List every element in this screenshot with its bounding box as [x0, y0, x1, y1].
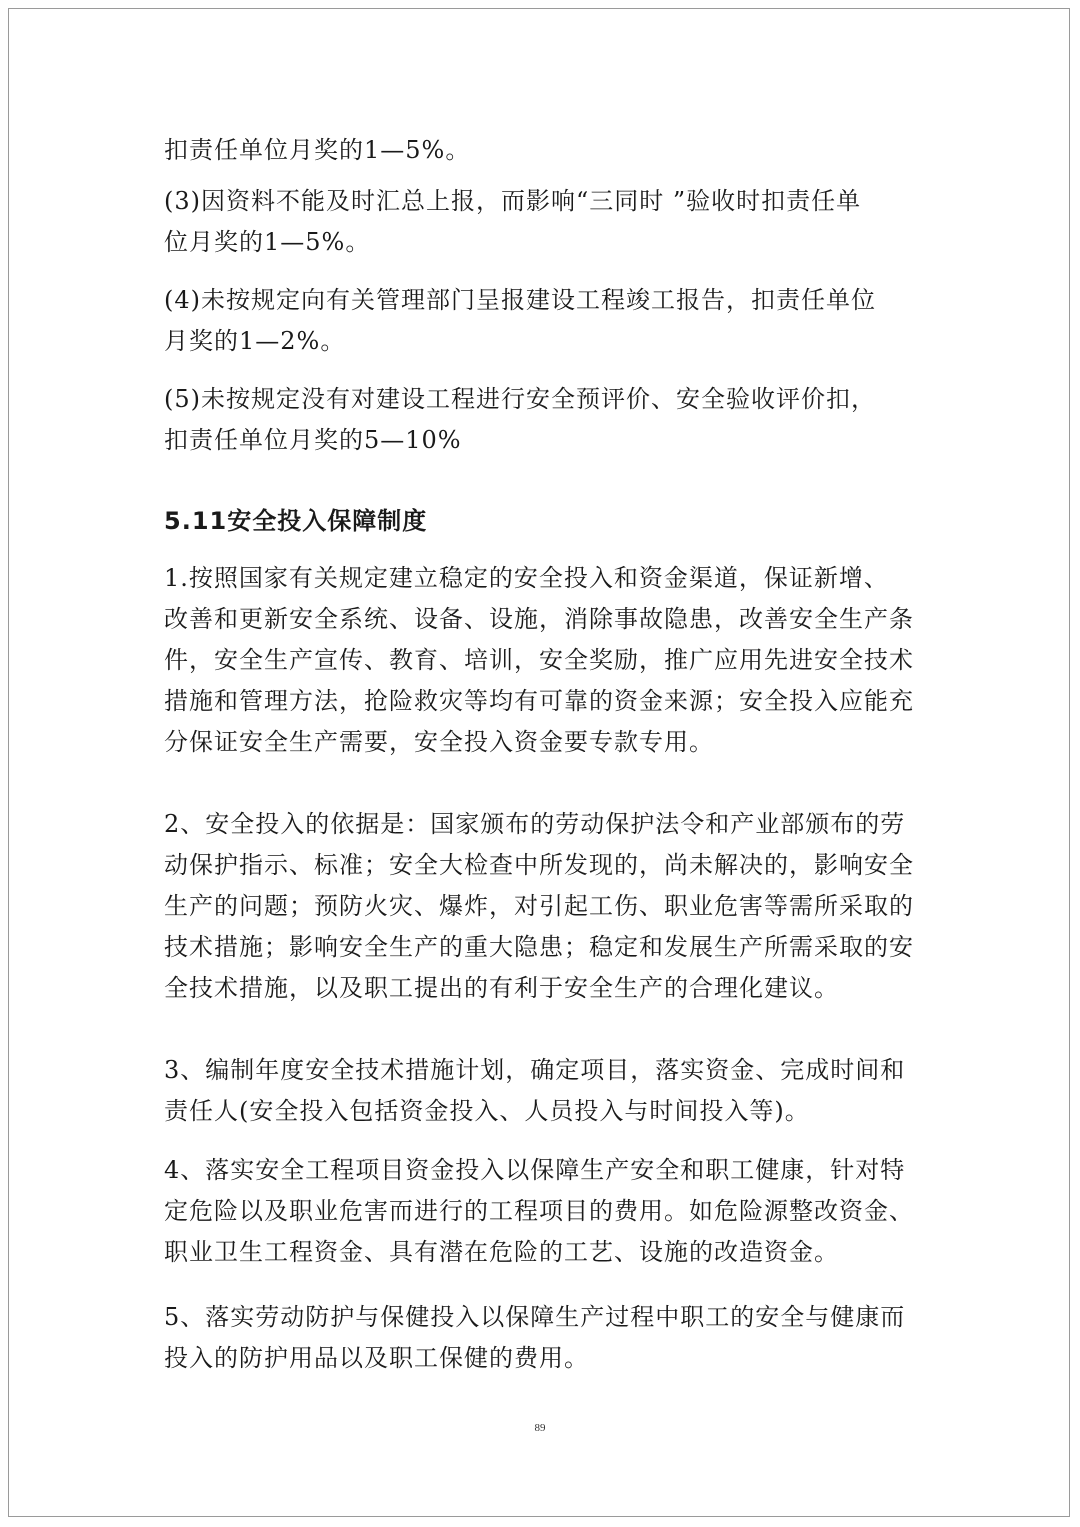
page-number: 89: [534, 1422, 546, 1434]
paragraph-item-2: [164, 804, 924, 1009]
paragraph-penalty-4: [164, 280, 924, 362]
text-line: (4)未按规定向有关管理部门呈报建设工程竣工报告，扣责任单位: [164, 286, 876, 314]
paragraph-item-3: [164, 1050, 924, 1132]
section-heading: 5.11安全投入保障制度: [164, 507, 428, 535]
text-line: 动保护指示、标准；安全大检查中所发现的，尚未解决的，影响安全: [164, 851, 914, 879]
text-line: 改善和更新安全系统、设备、设施，消除事故隐患，改善安全生产条: [164, 605, 914, 633]
text-line: 定危险以及职业危害而进行的工程项目的费用。如危险源整改资金、: [164, 1197, 914, 1225]
text-line: (3)因资料不能及时汇总上报，而影响“三同时 ”验收时扣责任单: [164, 187, 862, 215]
text-line: 投入的防护用品以及职工保健的费用。: [164, 1344, 589, 1372]
paragraph-penalty-5: [164, 379, 924, 461]
text-line: 技术措施；影响安全生产的重大隐患；稳定和发展生产所需采取的安: [164, 933, 914, 961]
text-line: 措施和管理方法，抢险救灾等均有可靠的资金来源；安全投入应能充: [164, 687, 914, 715]
text-line: 职业卫生工程资金、具有潜在危险的工艺、设施的改造资金。: [164, 1238, 839, 1266]
text-line: 1.按照国家有关规定建立稳定的安全投入和资金渠道，保证新增、: [164, 564, 889, 592]
text-line: 扣责任单位月奖的5—10%: [164, 426, 462, 454]
text-line: 4、落实安全工程项目资金投入以保障生产安全和职工健康，针对特: [164, 1156, 906, 1184]
text-line: 5、落实劳动防护与保健投入以保障生产过程中职工的安全与健康而: [164, 1303, 906, 1331]
text-line: 分保证安全生产需要，安全投入资金要专款专用。: [164, 728, 714, 756]
text-line: 位月奖的1—5%。: [164, 228, 371, 256]
text-line: 件，安全生产宣传、教育、培训，安全奖励，推广应用先进安全技术: [164, 646, 914, 674]
paragraph-item-1: [164, 558, 924, 763]
text-line: 月奖的1—2%。: [164, 327, 346, 355]
text-line: 全技术措施，以及职工提出的有利于安全生产的合理化建议。: [164, 974, 839, 1002]
text-line: 3、编制年度安全技术措施计划，确定项目，落实资金、完成时间和: [164, 1056, 906, 1084]
paragraph-penalty-cont: [164, 130, 924, 171]
text-line: 2、安全投入的依据是：国家颁布的劳动保护法令和产业部颁布的劳: [164, 810, 906, 838]
text-line: (5)未按规定没有对建设工程进行安全预评价、安全验收评价扣，: [164, 385, 876, 413]
text-line: 扣责任单位月奖的1—5%。: [164, 136, 471, 164]
text-line: 生产的问题；预防火灾、爆炸，对引起工伤、职业危害等需所采取的: [164, 892, 914, 920]
paragraph-item-4: [164, 1150, 924, 1273]
text-line: 责任人(安全投入包括资金投入、人员投入与时间投入等)。: [164, 1097, 810, 1125]
paragraph-penalty-3: [164, 181, 924, 263]
paragraph-item-5: [164, 1297, 924, 1379]
